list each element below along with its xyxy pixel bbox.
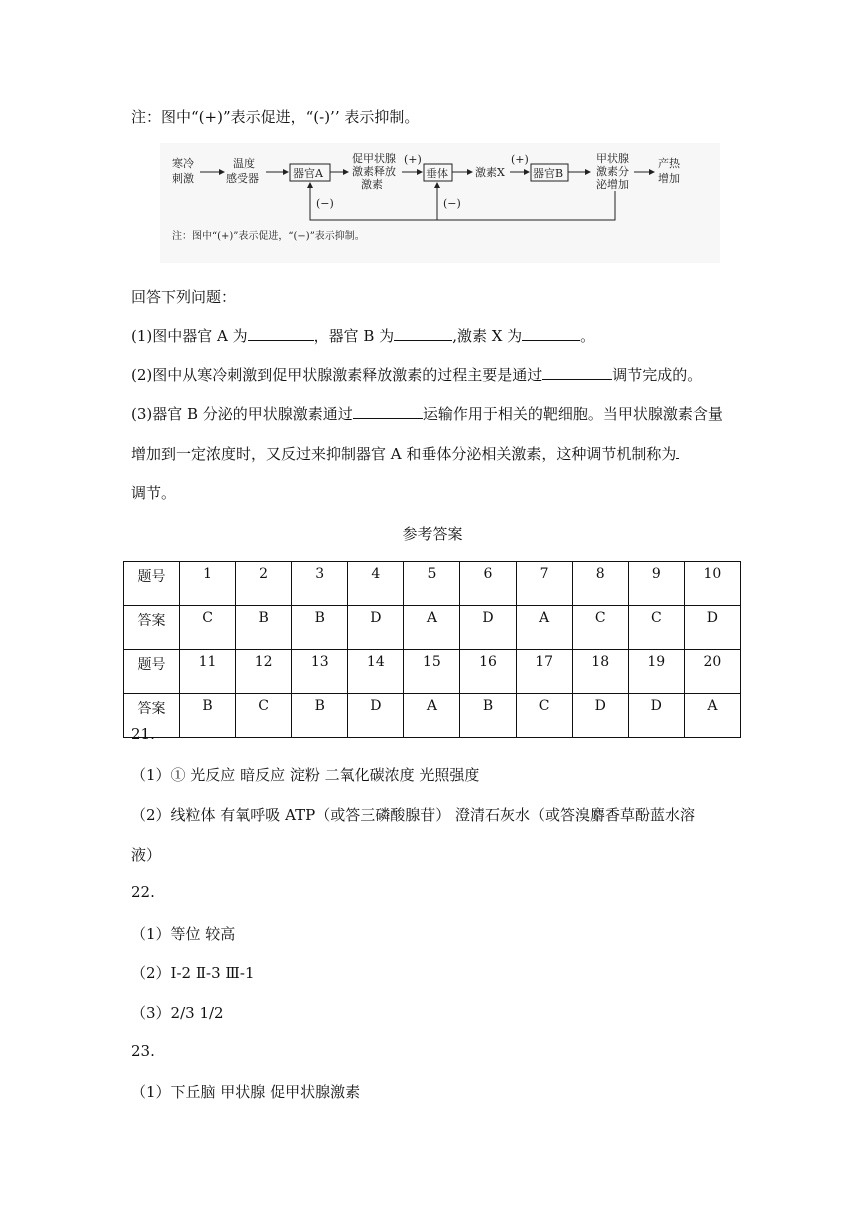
table-cell: B (236, 606, 292, 650)
diagram-organ-b: 器官B (533, 167, 564, 180)
table-row (124, 650, 741, 694)
diagram-receptor-2: 感受器 (226, 172, 259, 185)
table-cell: A (684, 694, 740, 738)
row-label-a: 答案 (124, 606, 180, 650)
question-1 (131, 325, 595, 346)
row-label-q: 题号 (124, 562, 180, 606)
diagram-heat-1: 产热 (658, 157, 680, 170)
answer-23-number: 23. (131, 1042, 155, 1060)
q1-blank-1 (248, 326, 314, 341)
table-cell: 11 (180, 650, 236, 694)
answer-22-2: （2）Ⅰ-2 Ⅱ-3 Ⅲ-1 (131, 964, 255, 982)
table-cell: D (684, 606, 740, 650)
table-cell: 13 (292, 650, 348, 694)
question-3-line-2 (131, 443, 679, 464)
table-cell: C (516, 694, 572, 738)
table-cell: 9 (628, 562, 684, 606)
answer-table (123, 561, 741, 738)
answer-22-number: 22. (131, 883, 155, 901)
table-cell: 6 (460, 562, 516, 606)
table-cell: D (572, 694, 628, 738)
diagram-note: 注：图中“(+)”表示促进，“(−)”表示抑制。 (172, 231, 365, 242)
row-label-q: 题号 (124, 650, 180, 694)
answer-22-1: （1）等位 较高 (131, 925, 236, 943)
table-cell: 20 (684, 650, 740, 694)
table-cell: 19 (628, 650, 684, 694)
answer-22-3: （3）2/3 1/2 (131, 1004, 224, 1022)
diagram-organ-a: 器官A (293, 167, 323, 180)
table-row (124, 694, 741, 738)
diagram-trh-3: 激素 (361, 178, 383, 191)
diagram-plus-2: (+) (511, 153, 529, 166)
table-cell: 7 (516, 562, 572, 606)
table-cell: 2 (236, 562, 292, 606)
table-cell: A (404, 694, 460, 738)
q1-part-b: ，器官 B 为 (313, 327, 395, 345)
table-cell: D (348, 606, 404, 650)
question-2 (131, 364, 702, 385)
answer-21-number: 21. (131, 725, 155, 743)
q3-line2: 增加到一定浓度时，又反过来抑制器官 A 和垂体分泌相关激素，这种调节机制称为 (131, 445, 677, 463)
q3-part-b: 运输作用于相关的靶细胞。当甲状腺激素含量 (422, 405, 723, 423)
table-cell: C (236, 694, 292, 738)
q3-blank-2 (676, 444, 679, 459)
table-row (124, 562, 741, 606)
feedback-diagram (160, 143, 720, 263)
table-cell: 16 (460, 650, 516, 694)
q1-blank-3 (522, 326, 580, 341)
diagram-minus-2: (−) (443, 197, 461, 210)
table-cell: B (180, 694, 236, 738)
diagram-stimulus-2: 刺激 (172, 172, 194, 185)
diagram-secretion-3: 泌增加 (596, 178, 629, 191)
table-cell: 8 (572, 562, 628, 606)
answer-21-1: （1）① 光反应 暗反应 淀粉 二氧化碳浓度 光照强度 (131, 766, 480, 784)
question-3-line-1 (131, 403, 723, 424)
q3-blank-1 (353, 404, 423, 419)
q3-part-a: (3)器官 B 分泌的甲状腺激素通过 (131, 405, 353, 423)
answer-title: 参考答案 (402, 525, 463, 543)
q2-blank (542, 365, 612, 380)
table-cell: 14 (348, 650, 404, 694)
diagram-trh-2: 激素释放 (352, 165, 396, 178)
answer-23-1: （1）下丘脑 甲状腺 促甲状腺激素 (131, 1083, 361, 1101)
answer-21-2: （2）线粒体 有氧呼吸 ATP（或答三磷酸腺苷） 澄清石灰水（或答溴麝香草酚蓝水溶 (131, 806, 695, 824)
diagram-trh-1: 促甲状腺 (352, 152, 396, 165)
q1-blank-2 (394, 326, 452, 341)
table-cell: C (572, 606, 628, 650)
q1-part-a: (1)图中器官 A 为 (131, 327, 248, 345)
diagram-plus-1: (+) (404, 153, 422, 166)
prompt: 回答下列问题： (131, 288, 237, 306)
diagram-svg (160, 143, 720, 263)
table-cell: A (516, 606, 572, 650)
table-cell: 12 (236, 650, 292, 694)
diagram-heat-2: 增加 (658, 172, 680, 185)
table-cell: D (460, 606, 516, 650)
answer-21-2-cont: 液） (131, 846, 162, 864)
diagram-stimulus-1: 寒冷 (172, 157, 194, 170)
question-3-line-3: 调节。 (131, 484, 177, 502)
table-cell: C (628, 606, 684, 650)
diagram-secretion-2: 激素分 (596, 165, 629, 178)
q1-part-d: 。 (580, 327, 596, 345)
q1-part-c: ,激素 X 为 (452, 327, 523, 345)
table-cell: 15 (404, 650, 460, 694)
table-cell: B (292, 694, 348, 738)
table-row (124, 606, 741, 650)
q2-part-b: 调节完成的。 (612, 366, 703, 384)
table-cell: D (628, 694, 684, 738)
table-cell: 17 (516, 650, 572, 694)
row-label-a: 答案 (124, 694, 180, 738)
table-cell: C (180, 606, 236, 650)
diagram-receptor-1: 温度 (233, 157, 255, 170)
diagram-pituitary: 垂体 (426, 167, 448, 180)
diagram-minus-1: (−) (316, 197, 334, 210)
table-cell: B (292, 606, 348, 650)
table-cell: 5 (404, 562, 460, 606)
table-cell: 4 (348, 562, 404, 606)
q2-part-a: (2)图中从寒冷刺激到促甲状腺激素释放激素的过程主要是通过 (131, 366, 543, 384)
diagram-hormone-x: 激素X (475, 166, 505, 179)
table-cell: B (460, 694, 516, 738)
table-cell: 1 (180, 562, 236, 606)
table-cell: 18 (572, 650, 628, 694)
intro-note: 注：图中“(+)”表示促进，“(-)’’ 表示抑制。 (131, 108, 420, 126)
diagram-secretion-1: 甲状腺 (596, 152, 629, 165)
table-cell: D (348, 694, 404, 738)
table-cell: 3 (292, 562, 348, 606)
table-cell: A (404, 606, 460, 650)
table-cell: 10 (684, 562, 740, 606)
